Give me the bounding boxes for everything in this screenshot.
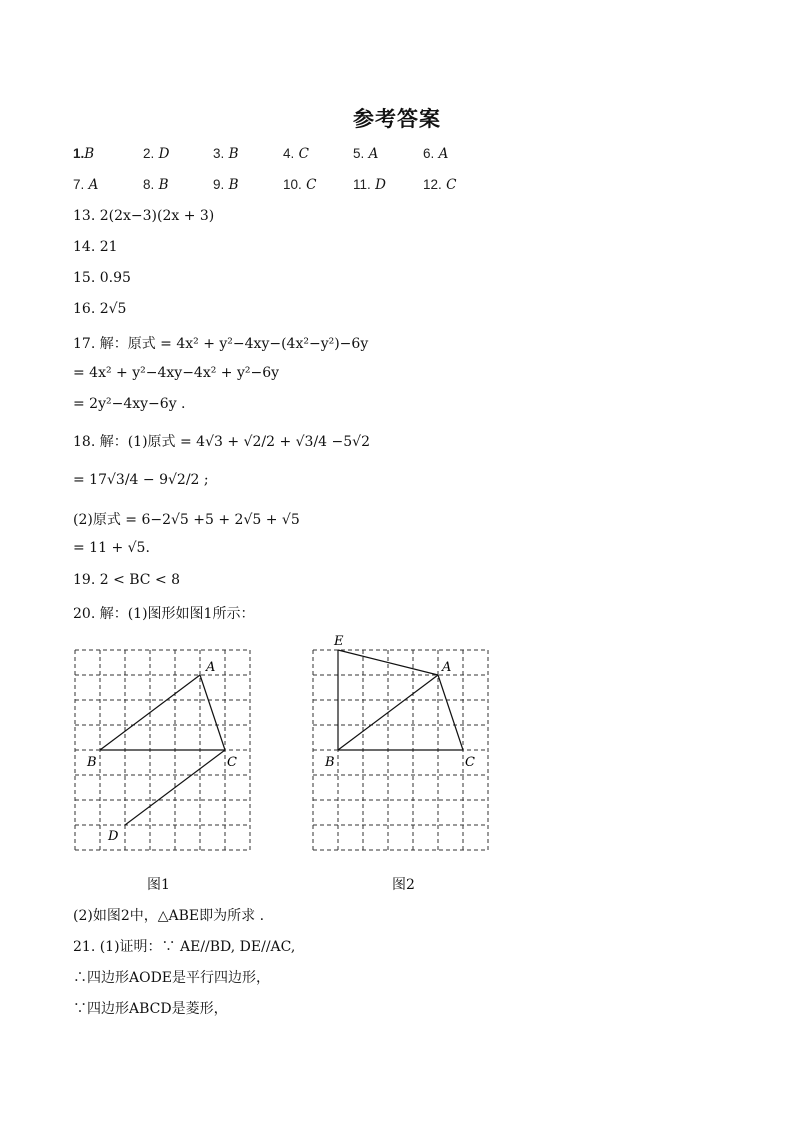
answer-item: 8. B (143, 177, 169, 193)
figure-1-caption: 图1 (147, 877, 170, 893)
answer-item: 10. C (283, 177, 317, 193)
label-c: C (227, 755, 237, 770)
answer-15: 15. 0.95 (73, 270, 131, 286)
answer-item: 5. A (353, 146, 379, 162)
answer-14: 14. 21 (73, 239, 118, 255)
figure-2-grid (298, 630, 498, 865)
label-a: A (442, 660, 452, 675)
answer-item: 11. D (353, 177, 386, 193)
answer-16: 16. 2√5 (73, 301, 127, 317)
answer-17-line-2: = 4x² + y²−4xy−4x² + y²−6y (73, 365, 280, 381)
figure-2-caption: 图2 (392, 877, 415, 893)
answer-item: 4. C (283, 146, 309, 162)
answer-21-line-1: 21. (1)证明：∵ AE//BD, DE//AC, (73, 939, 296, 955)
label-b: B (325, 755, 335, 770)
answer-item: 9. B (213, 177, 239, 193)
answer-item: 12. C (423, 177, 457, 193)
answer-21-line-2: ∴四边形AODE是平行四边形， (73, 970, 271, 986)
answer-17-line-1: 17. 解：原式 = 4x² + y²−4xy−(4x²−y²)−6y (73, 336, 369, 352)
answer-18-line-2: = 17√3/4 − 9√2/2 ; (73, 472, 209, 488)
answer-20-line-2: (2)如图2中，△ABE即为所求 . (73, 908, 265, 924)
answer-item: 6. A (423, 146, 449, 162)
label-a: A (206, 660, 216, 675)
answer-19: 19. 2 < BC < 8 (73, 572, 181, 588)
page-title: 参考答案 (353, 106, 441, 131)
answer-item: 2. D (143, 146, 170, 162)
answer-18-line-3: (2)原式 = 6−2√5 +5 + 2√5 + √5 (73, 512, 300, 528)
answer-item: 7. A (73, 177, 99, 193)
answer-20-line-1: 20. 解：(1)图形如图1所示： (73, 606, 255, 622)
label-c: C (465, 755, 475, 770)
answer-17-line-3: = 2y²−4xy−6y . (73, 396, 186, 412)
segment-ac (200, 675, 225, 750)
answer-item: 1.B (73, 146, 95, 162)
label-b: B (87, 755, 97, 770)
answer-18-line-4: = 11 + √5. (73, 540, 150, 556)
answer-item: 3. B (213, 146, 239, 162)
label-d: D (108, 829, 119, 844)
answer-13: 13. 2(2x−3)(2x + 3) (73, 208, 215, 224)
answer-18-line-1: 18. 解：(1)原式 = 4√3 + √2/2 + √3/4 −5√2 (73, 434, 370, 450)
segment-ac (438, 675, 463, 750)
label-e: E (334, 634, 344, 649)
figure-1-grid (60, 640, 270, 865)
answer-21-line-3: ∵四边形ABCD是菱形， (73, 1001, 228, 1017)
